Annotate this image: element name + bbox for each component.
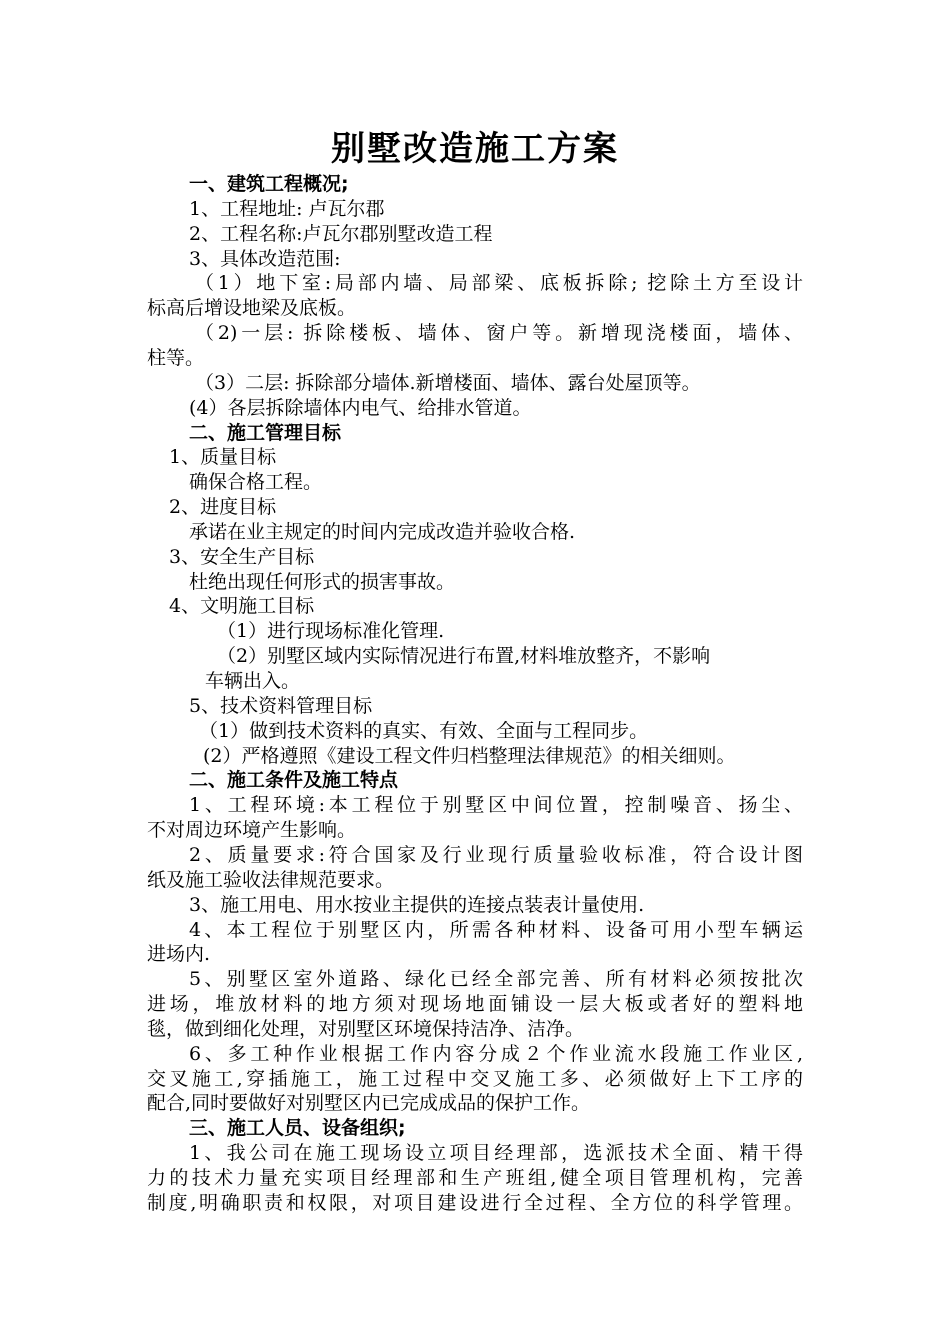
text-line: 杜绝出现任何形式的损害事故。 <box>189 570 456 593</box>
text-line: 毯，做到细化处理，对别墅区环境保持洁净、洁净。 <box>147 1017 585 1040</box>
text-line: （1）做到技术资料的真实、有效、全面与工程同步。 <box>199 719 649 742</box>
section-heading: 三、施工人员、设备组织; <box>189 1117 406 1140</box>
text-line: 1、工程地址: 卢瓦尔郡 <box>189 197 385 220</box>
text-line: （2)一层: 拆除楼板、墙体、窗户等。新增现浇楼面，墙体、 <box>195 322 803 345</box>
text-line: 6、多工种作业根据工作内容分成２个作业流水段施工作业区, <box>189 1042 803 1065</box>
text-line: 3、施工用电、用水按业主提供的连接点装表计量使用. <box>189 893 645 916</box>
text-line: 1、工程环境:本工程位于别墅区中间位置，控制噪音、扬尘、 <box>189 794 803 817</box>
text-line: 2、质量要求:符合国家及行业现行质量验收标准，符合设计图 <box>189 843 803 866</box>
text-line: （1）地下室:局部内墙、局部梁、底板拆除; 挖除土方至设计 <box>195 272 803 295</box>
text-line: 承诺在业主规定的时间内完成改造并验收合格. <box>189 520 576 543</box>
text-line: 5、技术资料管理目标 <box>189 694 373 717</box>
text-line: 确保合格工程。 <box>189 471 323 494</box>
text-line: （2）别墅区域内实际情况进行布置,材料堆放整齐，不影响 <box>217 645 711 668</box>
text-line: 车辆出入。 <box>205 670 301 692</box>
text-line: 4、本工程位于别墅区内，所需各种材料、设备可用小型车辆运 <box>189 918 803 941</box>
text-line: 3、具体改造范围: <box>189 247 341 270</box>
text-line: 不对周边环境产生影响。 <box>147 819 357 842</box>
text-line: 3、安全生产目标 <box>169 545 315 568</box>
text-line: （3）二层: 拆除部分墙体.新增楼面、墙体、露台处屋顶等。 <box>195 371 701 394</box>
text-line: 标高后增设地梁及底板。 <box>147 297 357 320</box>
text-line: 纸及施工验收法律规范要求。 <box>147 868 395 891</box>
text-line: 2、进度目标 <box>169 496 277 519</box>
text-line: 柱等。 <box>147 346 205 369</box>
text-line: 4、文明施工目标 <box>169 595 315 618</box>
text-line: 制度,明确职责和权限，对项目建设进行全过程、全方位的科学管理。 <box>147 1191 803 1214</box>
text-line: (2）严格遵照《建设工程文件归档整理法律规范》的相关细则。 <box>203 744 736 767</box>
text-line: 5、别墅区室外道路、绿化已经全部完善、所有材料必须按批次 <box>189 968 803 991</box>
text-line: 力的技术力量充实项目经理部和生产班组,健全项目管理机构，完善 <box>147 1167 803 1189</box>
text-line: (4）各层拆除墙体内电气、给排水管道。 <box>189 396 532 419</box>
text-line: 进场内. <box>147 943 211 966</box>
text-line: 配合,同时要做好对别墅区内已完成成品的保护工作。 <box>147 1092 591 1115</box>
text-line: 1、我公司在施工现场设立项目经理部，选派技术全面、精干得 <box>189 1142 803 1165</box>
section-heading: 一、建筑工程概况; <box>189 173 349 195</box>
text-line: （1）进行现场标准化管理. <box>217 620 445 643</box>
section-heading: 二、施工条件及施工特点 <box>189 769 399 792</box>
text-line: 2、工程名称:卢瓦尔郡别墅改造工程 <box>189 222 493 245</box>
text-line: 1、质量目标 <box>169 446 277 469</box>
document-title: 别墅改造施工方案 <box>331 129 619 169</box>
section-heading: 二、施工管理目标 <box>189 421 342 444</box>
text-line: 进场，堆放材料的地方须对现场地面铺设一层大板或者好的塑料地 <box>147 993 803 1016</box>
text-line: 交叉施工,穿插施工，施工过程中交叉施工多、必须做好上下工序的 <box>147 1067 803 1090</box>
